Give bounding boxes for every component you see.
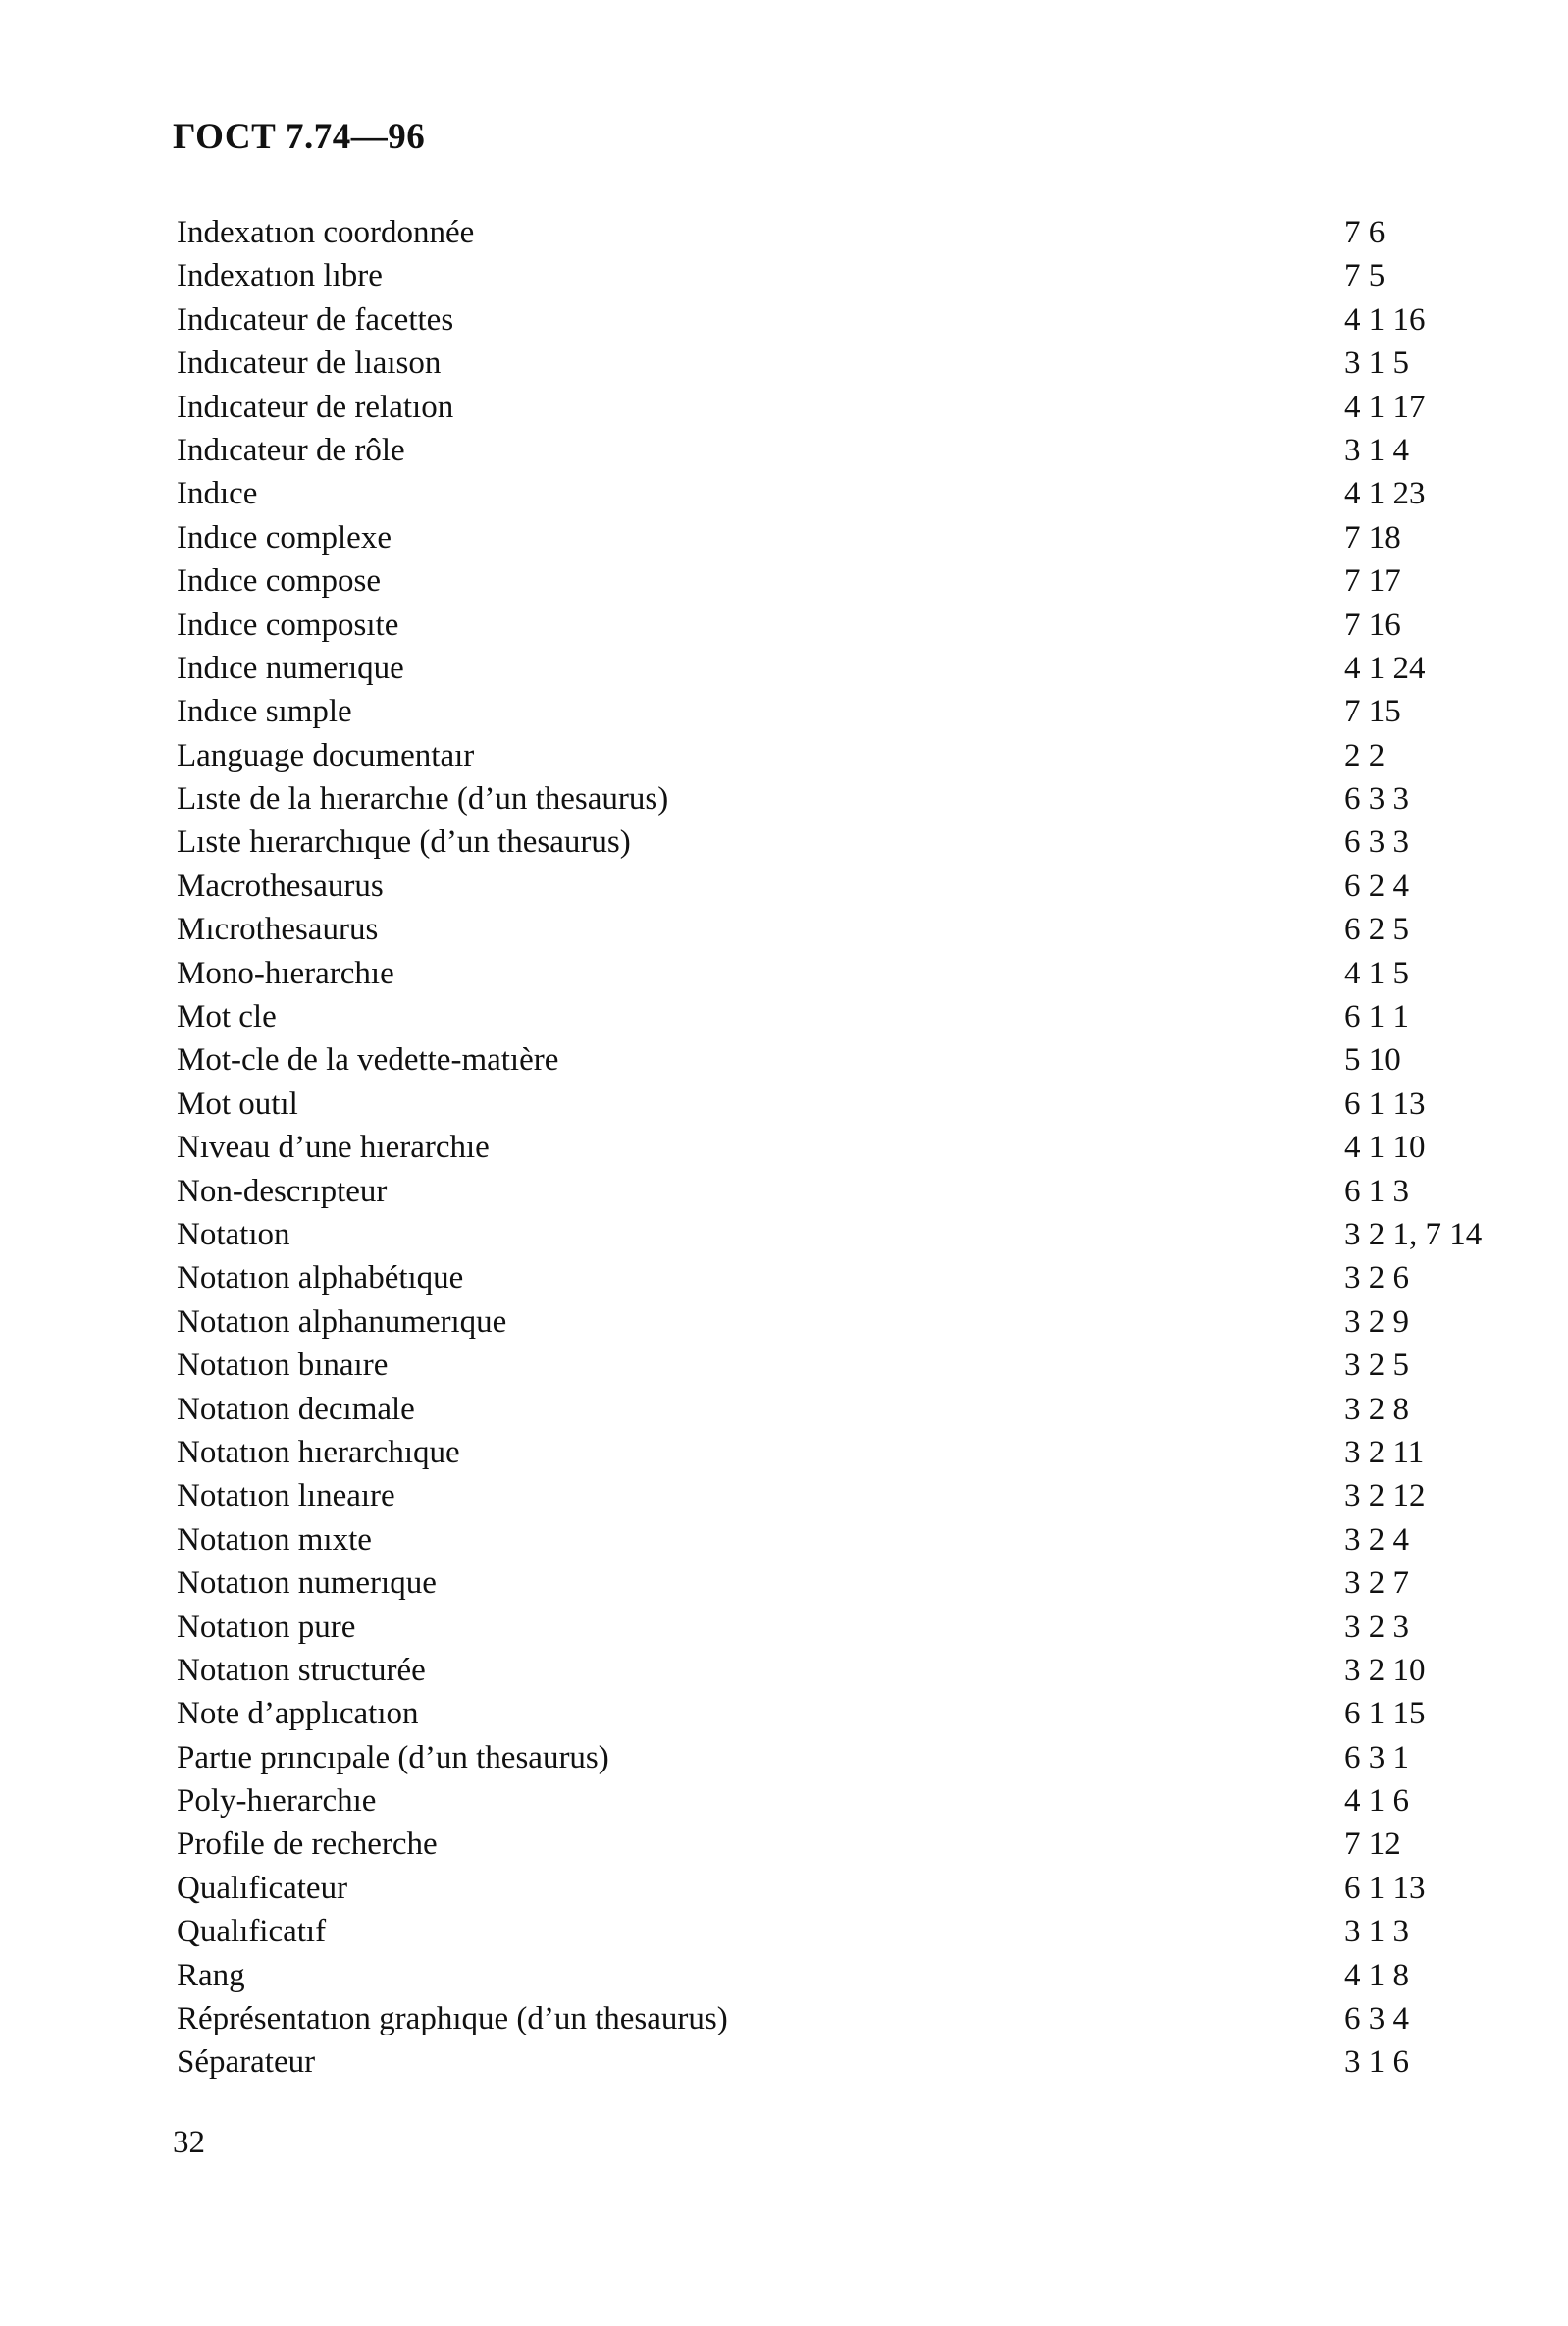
index-term: Notatıon bınaıre (177, 1348, 389, 1384)
index-entry (177, 559, 1531, 603)
index-reference: 3 1 4 (1344, 432, 1409, 468)
index-entry (177, 1561, 1531, 1605)
index-entry (177, 254, 1531, 297)
index-reference: 3 2 6 (1344, 1260, 1409, 1296)
index-entry (177, 1692, 1531, 1735)
index-entry (177, 908, 1531, 951)
index-reference: 6 1 3 (1344, 1173, 1409, 1209)
index-term: Poly-hıerarchıe (177, 1783, 377, 1820)
index-entry (177, 1997, 1531, 2040)
index-entry (177, 952, 1531, 995)
index-entry (177, 1038, 1531, 1082)
index-entry (177, 820, 1531, 864)
index-reference: 6 1 1 (1344, 999, 1409, 1035)
index-reference: 7 12 (1344, 1826, 1401, 1863)
index-term: Séparateur (177, 2044, 316, 2081)
index-reference: 4 1 16 (1344, 301, 1426, 338)
index-entry (177, 690, 1531, 733)
index-term: Rang (177, 1957, 245, 1993)
index-entry (177, 1954, 1531, 1997)
index-entry (177, 865, 1531, 908)
index-term: Nıveau d’une hıerarchıe (177, 1130, 490, 1166)
index-reference: 4 1 17 (1344, 389, 1426, 425)
index-term: Notatıon hıerarchıque (177, 1434, 460, 1470)
index-reference: 7 15 (1344, 694, 1401, 730)
index-term: Notatıon mıxte (177, 1521, 372, 1558)
index-entry (177, 298, 1531, 342)
index-reference: 7 17 (1344, 563, 1401, 600)
index-term: Réprésentatıon graphıque (d’un thesaurus) (177, 2001, 728, 2037)
index-entry (177, 1388, 1531, 1431)
index-reference: 4 1 24 (1344, 650, 1426, 686)
index-term: Note d’applıcatıon (177, 1696, 419, 1732)
index-entry (177, 1213, 1531, 1256)
index-reference: 6 2 5 (1344, 912, 1409, 948)
index-entry (177, 2040, 1531, 2084)
index-entry (177, 1910, 1531, 1953)
index-entry (177, 1736, 1531, 1779)
index-entry (177, 1083, 1531, 1126)
index-term: Mot cle (177, 999, 277, 1035)
index-entry (177, 1300, 1531, 1344)
index-reference: 6 1 13 (1344, 1085, 1426, 1122)
index-term: Mot-cle de la vedette-matıère (177, 1042, 559, 1079)
index-term: Notatıon pure (177, 1609, 356, 1645)
index-term: Qualıficateur (177, 1870, 348, 1906)
index-term: Mot outıl (177, 1085, 298, 1122)
index-reference: 3 1 5 (1344, 345, 1409, 382)
index-term: Notatıon lıneaıre (177, 1478, 395, 1514)
index-term: Notatıon alphanumerıque (177, 1303, 507, 1340)
index-entry (177, 516, 1531, 559)
index-reference: 3 2 9 (1344, 1303, 1409, 1340)
page-number: 32 (173, 2125, 205, 2160)
index-term: Partıe prıncıpale (d’un thesaurus) (177, 1739, 609, 1775)
index-reference: 5 10 (1344, 1042, 1401, 1079)
index-term: Notatıon (177, 1216, 290, 1252)
index-reference: 7 18 (1344, 519, 1401, 555)
index-term: Mono-hıerarchıe (177, 955, 394, 991)
index-term: Indıce complexe (177, 519, 392, 555)
index-entry (177, 1779, 1531, 1823)
index-entry (177, 472, 1531, 515)
index-term: Notatıon structurée (177, 1652, 426, 1688)
index-reference: 3 2 1, 7 14 (1344, 1216, 1483, 1252)
index-entry (177, 777, 1531, 820)
index-reference: 4 1 6 (1344, 1783, 1409, 1820)
index-term: Indexatıon coordonnée (177, 215, 475, 250)
index-term: Indıcateur de rôle (177, 432, 405, 468)
index-term: Indıcateur de relatıon (177, 389, 454, 425)
index-reference: 6 3 3 (1344, 781, 1409, 818)
index-entry (177, 1474, 1531, 1517)
index-term: Notatıon numerıque (177, 1565, 437, 1602)
index-term: Indıce sımple (177, 694, 352, 730)
index-reference: 3 1 6 (1344, 2044, 1409, 2081)
index-entry (177, 1126, 1531, 1169)
index-entry (177, 342, 1531, 385)
index-reference: 6 1 13 (1344, 1870, 1426, 1906)
index-term: Indıcateur de lıaıson (177, 345, 442, 382)
index-reference: 4 1 10 (1344, 1130, 1426, 1166)
index-reference: 4 1 23 (1344, 476, 1426, 512)
term-index-list (177, 211, 1531, 2085)
index-term: Indıce numerıque (177, 650, 404, 686)
index-entry (177, 1256, 1531, 1299)
index-entry (177, 1606, 1531, 1649)
index-term: Indıcateur de facettes (177, 301, 454, 338)
index-entry (177, 1823, 1531, 1866)
index-reference: 6 3 1 (1344, 1739, 1409, 1775)
index-term: Indıce compose (177, 563, 382, 600)
index-reference: 3 2 11 (1344, 1434, 1425, 1470)
index-term: Profile de recherche (177, 1826, 438, 1863)
index-entry (177, 1344, 1531, 1387)
index-term: Lıste de la hıerarchıe (d’un thesaurus) (177, 781, 669, 818)
index-reference: 4 1 8 (1344, 1957, 1409, 1993)
document-header: ГОСТ 7.74—96 (173, 117, 426, 157)
index-reference: 3 2 12 (1344, 1478, 1426, 1514)
index-reference: 6 2 4 (1344, 868, 1409, 904)
index-reference: 3 2 3 (1344, 1609, 1409, 1645)
index-entry (177, 211, 1531, 254)
index-reference: 6 3 3 (1344, 824, 1409, 861)
index-term: Lıste hıerarchıque (d’un thesaurus) (177, 824, 631, 861)
index-term: Mıcrothesaurus (177, 912, 379, 948)
index-term: Non-descrıpteur (177, 1173, 388, 1209)
index-entry (177, 1170, 1531, 1213)
index-entry (177, 604, 1531, 647)
index-term: Indıce (177, 476, 258, 512)
index-entry (177, 995, 1531, 1038)
index-reference: 3 2 8 (1344, 1391, 1409, 1427)
index-reference: 6 3 4 (1344, 2001, 1409, 2037)
index-entry (177, 1431, 1531, 1474)
index-entry (177, 1649, 1531, 1692)
index-reference: 7 5 (1344, 258, 1385, 294)
index-reference: 7 6 (1344, 215, 1385, 250)
index-term: Indıce composıte (177, 607, 399, 643)
index-term: Qualıficatıf (177, 1914, 327, 1950)
index-entry (177, 386, 1531, 429)
index-reference: 4 1 5 (1344, 955, 1409, 991)
index-entry (177, 1518, 1531, 1561)
index-reference: 2 2 (1344, 737, 1385, 773)
index-reference: 3 1 3 (1344, 1914, 1409, 1950)
index-reference: 3 2 10 (1344, 1652, 1426, 1688)
index-entry (177, 1867, 1531, 1910)
index-reference: 3 2 5 (1344, 1348, 1409, 1384)
index-term: Language documentaır (177, 737, 475, 773)
index-reference: 6 1 15 (1344, 1696, 1426, 1732)
index-reference: 3 2 4 (1344, 1521, 1409, 1558)
index-reference: 3 2 7 (1344, 1565, 1409, 1602)
index-reference: 7 16 (1344, 607, 1401, 643)
index-term: Indexatıon lıbre (177, 258, 383, 294)
index-entry (177, 647, 1531, 690)
index-term: Macrothesaurus (177, 868, 384, 904)
index-term: Notatıon alphabétıque (177, 1260, 464, 1296)
index-term: Notatıon decımale (177, 1391, 415, 1427)
index-entry (177, 734, 1531, 777)
index-entry (177, 429, 1531, 472)
